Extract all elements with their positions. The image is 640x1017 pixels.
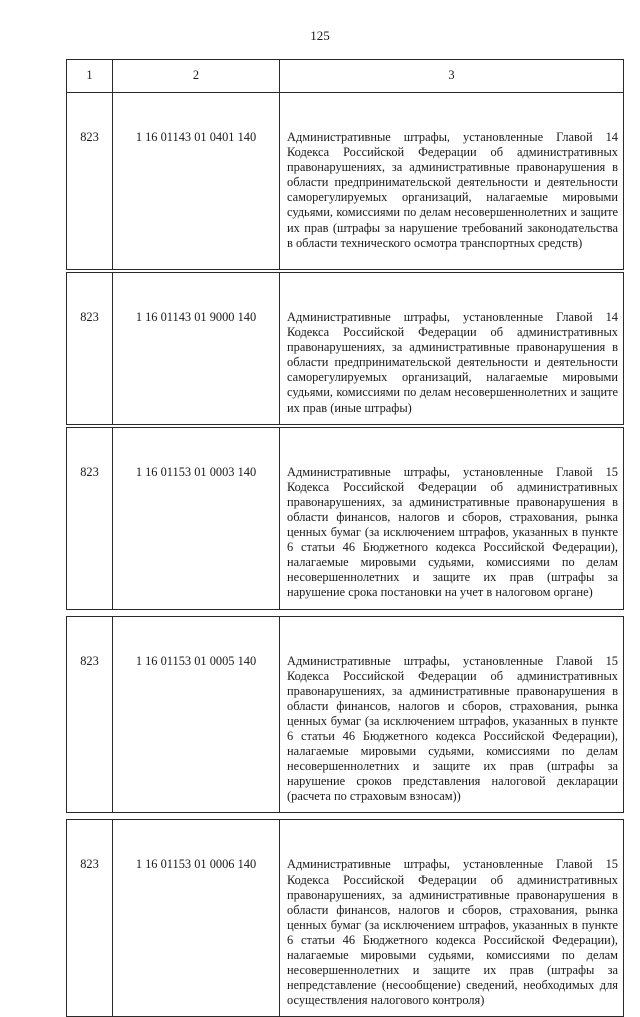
- table-row: [67, 273, 624, 425]
- admin-code-cell: 823: [67, 93, 113, 270]
- table-row: [67, 820, 624, 1017]
- header-row: [67, 60, 624, 93]
- kbk-code-cell: 1 16 01153 01 0003 140: [113, 427, 280, 609]
- kbk-code-cell: 1 16 01143 01 0401 140: [113, 93, 280, 270]
- description-cell: Административные штрафы, установленные Главой 15 Кодекса Российской Федерации об административных правонарушениях, за административные правонарушения в области финансов, налогов и сборов, страхования, рынка ценных бумаг (за исключением штрафов, указанных в пункте 6 статьи 46 Бюджетного кодекса Российской Федерации), налагаемые мировыми судьями, комиссиями по делам несовершеннолетних и защите их прав (штрафы за нарушение срока постановки на учет в налоговом органе): [280, 427, 624, 609]
- admin-code-cell: 823: [67, 427, 113, 609]
- description-cell: Административные штрафы, установленные Главой 15 Кодекса Российской Федерации об административных правонарушениях, за административные правонарушения в области финансов, налогов и сборов, страхования, рынка ценных бумаг (за исключением штрафов, указанных в пункте 6 статьи 46 Бюджетного кодекса Российской Федерации), налагаемые мировыми судьями, комиссиями по делам несовершеннолетних и защите их прав (штрафы за нарушение сроков представления налоговой декларации (расчета по страховым взносам)): [280, 616, 624, 813]
- admin-code-cell: 823: [67, 616, 113, 813]
- table-row: [67, 616, 624, 813]
- description-cell: Административные штрафы, установленные Главой 14 Кодекса Российской Федерации об административных правонарушениях, за административные правонарушения в области предпринимательской деятельности и деятельности саморегулируемых организаций, налагаемые мировыми судьями, комиссиями по делам несовершеннолетних и защите их прав (штрафы за нарушение требований законодательства в области технического осмотра транспортных средств): [280, 93, 624, 270]
- admin-code-cell: 823: [67, 273, 113, 425]
- table-row: [67, 427, 624, 609]
- row-divider: [67, 813, 624, 820]
- description-cell: Административные штрафы, установленные Главой 15 Кодекса Российской Федерации об административных правонарушениях, за административные правонарушения в области финансов, налогов и сборов, страхования, рынка ценных бумаг (за исключением штрафов, указанных в пункте 6 статьи 46 Бюджетного кодекса Российской Федерации), налагаемые мировыми судьями, комиссиями по делам несовершеннолетних и защите их прав (штрафы за непредставление (несообщение) сведений, необходимых для осуществления налогового контроля): [280, 820, 624, 1017]
- row-divider: [67, 609, 624, 616]
- header-col-3: 3: [280, 60, 624, 93]
- kbk-code-cell: 1 16 01153 01 0005 140: [113, 616, 280, 813]
- table-row: [67, 93, 624, 270]
- page-number: 125: [310, 28, 330, 43]
- budget-code-table: [66, 59, 624, 1017]
- description-cell: Административные штрафы, установленные Главой 14 Кодекса Российской Федерации об административных правонарушениях, за административные правонарушения в области предпринимательской деятельности и деятельности саморегулируемых организаций, налагаемые мировыми судьями, комиссиями по делам несовершеннолетних и защите их прав (иные штрафы): [280, 273, 624, 425]
- kbk-code-cell: 1 16 01153 01 0006 140: [113, 820, 280, 1017]
- header-col-1: 1: [67, 60, 113, 93]
- admin-code-cell: 823: [67, 820, 113, 1017]
- header-col-2: 2: [113, 60, 280, 93]
- kbk-code-cell: 1 16 01143 01 9000 140: [113, 273, 280, 425]
